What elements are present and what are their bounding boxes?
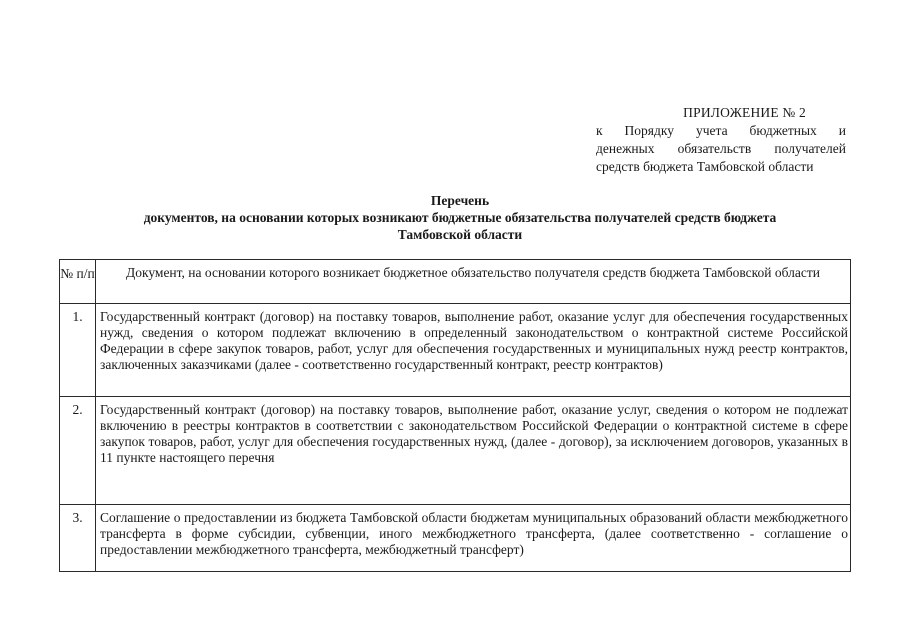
documents-table (59, 259, 851, 572)
document-heading (60, 192, 860, 243)
row-number: 2. (60, 397, 96, 505)
appendix-line-2: денежных обязательств получателей (596, 141, 846, 156)
row-document-text: Соглашение о предоставлении из бюджета Тамбовской области бюджетам муниципальных образований области межбюджетного трансферта в форме субсидии, субвенции, иного межбюджетного трансферта, (далее соответственно - соглашение о предоставлении межбюджетного трансферта, межбюджетный трансферт) (96, 505, 851, 572)
row-document-text: Государственный контракт (договор) на поставку товаров, выполнение работ, оказание услуг, сведения о котором не подлежат включению в реестры контрактов в соответствии с законодательством Российской Федерации о контрактной системе в сфере закупок товаров, работ, услуг для обеспечения государственных нужд, (далее - договор), за исключением договоров, указанных в 11 пункте настоящего перечня (96, 397, 851, 505)
table-row (60, 304, 851, 397)
row-number: 3. (60, 505, 96, 572)
table-row (60, 505, 851, 572)
appendix-block (596, 104, 846, 176)
heading-title: Перечень (430, 193, 490, 208)
appendix-title: ПРИЛОЖЕНИЕ № 2 (683, 105, 806, 120)
appendix-line-3: средств бюджета Тамбовской области (596, 159, 814, 174)
appendix-line-1: к Порядку учета бюджетных и (596, 123, 846, 138)
heading-subtitle-line-1: документов, на основании которых возникают бюджетные обязательства получателей средств бюджета (143, 210, 777, 225)
header-number-cell: № п/п (60, 260, 96, 304)
heading-subtitle-line-2: Тамбовской области (397, 227, 523, 242)
row-document-text: Государственный контракт (договор) на поставку товаров, выполнение работ, оказание услуг для обеспечения государственных нужд, сведения о котором подлежат включению в определенный законодательством о контрактной системе Российской Федерации в сфере закупок товаров, работ, услуг для обеспечения государственных и муниципальных нужд реестр контрактов, заключенных заказчиками (далее - соответственно государственный контракт, реестр контрактов) (96, 304, 851, 397)
table-header-row (60, 260, 851, 304)
header-document-cell: Документ, на основании которого возникает бюджетное обязательство получателя средств бюджета Тамбовской области (96, 260, 851, 304)
row-number: 1. (60, 304, 96, 397)
table-row (60, 397, 851, 505)
